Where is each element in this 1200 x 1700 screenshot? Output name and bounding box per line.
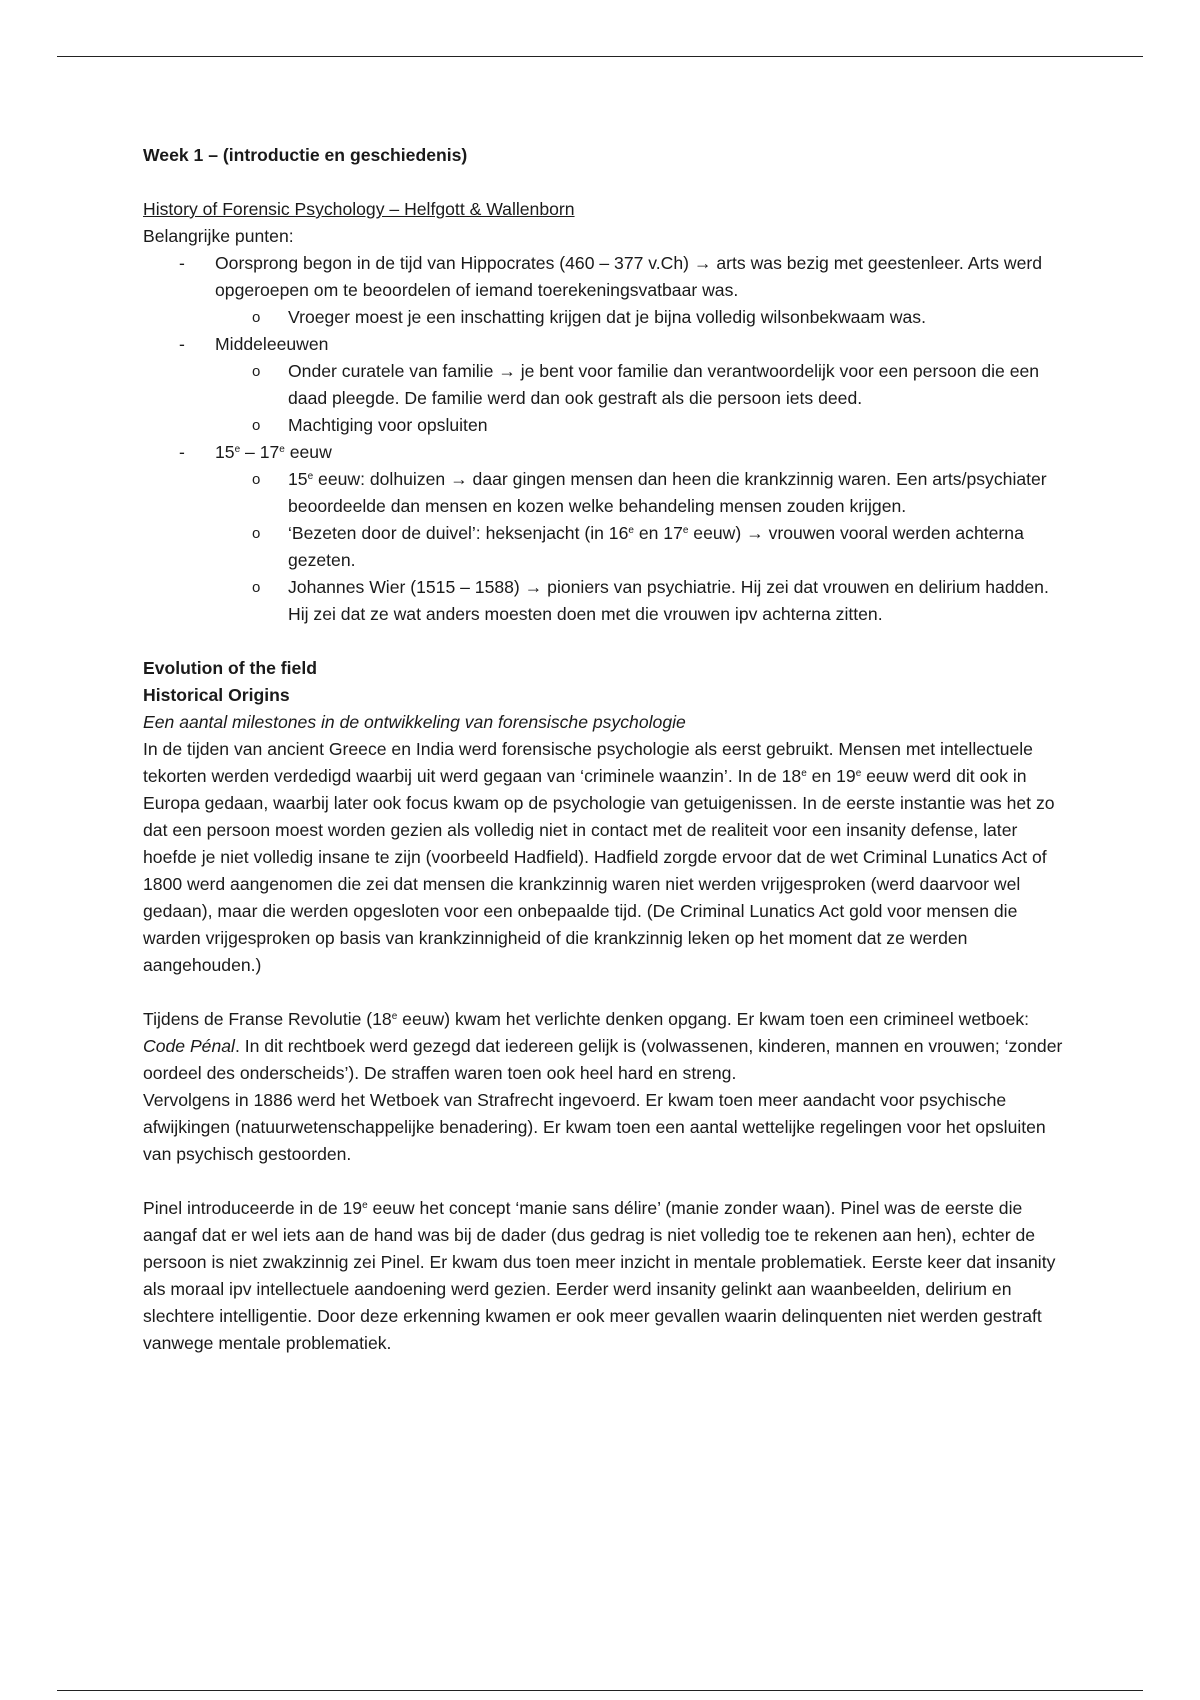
sub-list-item: o Johannes Wier (1515 – 1588) → pioniers van psychiatrie. Hij zei dat vrouwen en delirium hadden. Hij zei dat ze wat anders moesten doen met die vrouwen ipv achterna zitten. bbox=[143, 574, 1063, 628]
week-title: Week 1 – (introductie en geschiedenis) bbox=[143, 145, 468, 165]
list-item: - Middeleeuwen bbox=[143, 331, 1063, 358]
paragraph-wetboek: Vervolgens in 1886 werd het Wetboek van Strafrecht ingevoerd. Er kwam toen meer aandacht voor psychische afwijkingen (natuurwetenschappelijke benadering). Er kwam toen een aantal wettelijke regelingen voor het opsluiten van psychisch gestoorden. bbox=[143, 1090, 1046, 1164]
top-rule bbox=[57, 56, 1143, 57]
section-subtitle: Een aantal milestones in de ontwikkeling van forensische psychologie bbox=[143, 712, 686, 732]
dash-bullet: - bbox=[179, 334, 185, 354]
section-heading-evolution: Evolution of the field bbox=[143, 658, 317, 678]
paragraph-pinel: Pinel introduceerde in de 19e eeuw het concept ‘manie sans délire’ (manie zonder waan). Pinel was de eerste die aangaf dat er wel iets aan de hand was bij de dader (dus gedrag is niet volledig toe te rekenen aan hen), echter de persoon is niet zwakzinnig zei Pinel. Er kwam dus toen meer inzicht in mentale problematiek. Eerste keer dat insanity als moraal ipv intellectuele aandoening werd gezien. Eerder werd insanity gelinkt aan waanbeelden, delirium en slechtere intelligentie. Door deze erkenning kwamen er ook meer gevallen waarin delinquenten niet werden gestraft vanwege mentale problematiek. bbox=[143, 1198, 1056, 1353]
sub-list-item: o 15e eeuw: dolhuizen → daar gingen mensen dan heen die krankzinnig waren. Een arts/psychiater beoordeelde dan mensen en kozen welke behandeling mensen zouden krijgen. bbox=[143, 466, 1063, 520]
paragraph-revolution: Tijdens de Franse Revolutie (18e eeuw) kwam het verlichte denken opgang. Er kwam toen een crimineel wetboek: Code Pénal. In dit rechtboek werd gezegd dat iedereen gelijk is (volwassenen, kinderen, mannen en vrouwen; ‘zonder oordeel des onderscheids’). De straffen waren toen ook heel hard en streng. bbox=[143, 1009, 1063, 1083]
circle-bullet: o bbox=[252, 363, 261, 380]
bottom-rule bbox=[57, 1690, 1143, 1691]
list-item: - 15e – 17e eeuw bbox=[143, 439, 1063, 466]
section-heading-history: History of Forensic Psychology – Helfgott & Wallenborn bbox=[143, 199, 575, 219]
dash-bullet: - bbox=[179, 253, 185, 273]
circle-bullet: o bbox=[252, 579, 261, 596]
circle-bullet: o bbox=[252, 309, 261, 326]
section-heading-origins: Historical Origins bbox=[143, 685, 290, 705]
sub-list-item: o Onder curatele van familie → je bent voor familie dan verantwoordelijk voor een persoon die een daad pleegde. De familie werd dan ook gestraft als die persoon iets deed. bbox=[143, 358, 1063, 412]
circle-bullet: o bbox=[252, 417, 261, 434]
sub-list-item: o Vroeger moest je een inschatting krijgen dat je bijna volledig wilsonbekwaam was. bbox=[143, 304, 1063, 331]
section-intro: Belangrijke punten: bbox=[143, 226, 294, 246]
sub-list-item: o Machtiging voor opsluiten bbox=[143, 412, 1063, 439]
paragraph-ancient: In de tijden van ancient Greece en India werd forensische psychologie als eerst gebruikt. Mensen met intellectuele tekorten werden verdedigd waarbij uit werd gegaan van ‘criminele waanzin’. In de 18e en 19e eeuw werd dit ook in Europa gedaan, waarbij later ook focus kwam op de psychologie van getuigenissen. In de eerste instantie was het zo dat een persoon moest worden gezien als volledig niet in contact met de realiteit voor een insanity defense, later hoefde je niet volledig insane te zijn (voorbeeld Hadfield). Hadfield zorgde ervoor dat de wet Criminal Lunatics Act of 1800 werd aangenomen die zei dat mensen die krankzinnig waren niet werden vrijgesproken (werd daarvoor wel gedaan), maar die werden opgesloten voor een onbepaalde tijd. (De Criminal Lunatics Act gold voor mensen die warden vrijgesproken op basis van krankzinnigheid of die krankzinnig leken op het moment dat ze werden aangehouden.) bbox=[143, 739, 1055, 975]
sub-list-item: o ‘Bezeten door de duivel’: heksenjacht (in 16e en 17e eeuw) → vrouwen vooral werden achterna gezeten. bbox=[143, 520, 1063, 574]
circle-bullet: o bbox=[252, 525, 261, 542]
circle-bullet: o bbox=[252, 471, 261, 488]
dash-bullet: - bbox=[179, 442, 185, 462]
document-body bbox=[143, 142, 1063, 1357]
list-item: - Oorsprong begon in de tijd van Hippocrates (460 – 377 v.Ch) → arts was bezig met geestenleer. Arts werd opgeroepen om te beoordelen of iemand toerekeningsvatbaar was. bbox=[143, 250, 1063, 304]
